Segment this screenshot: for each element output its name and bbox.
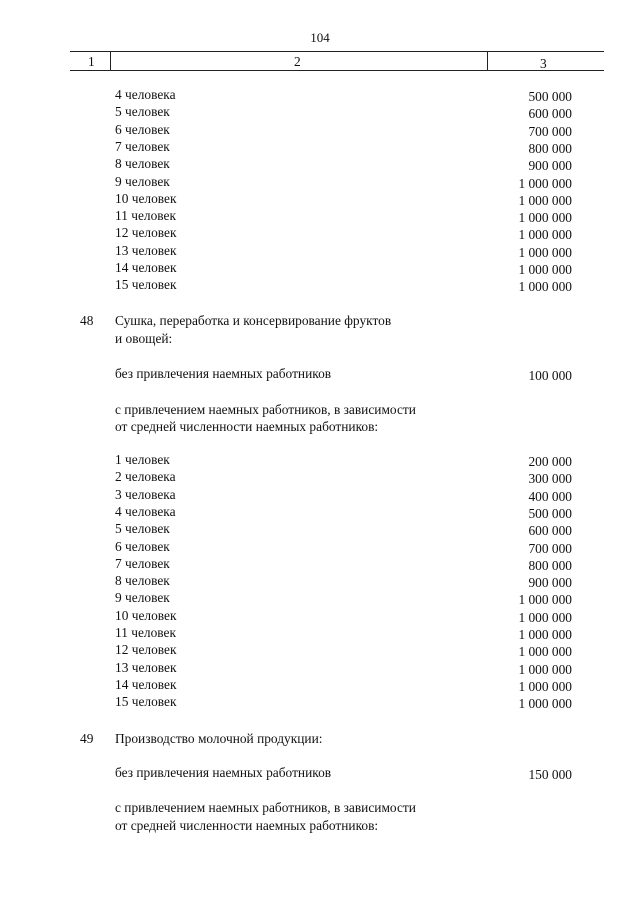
row-value: 500 000	[528, 89, 572, 104]
column-header-2: 2	[294, 54, 301, 69]
row-label: 6 человек	[115, 538, 170, 554]
row-value: 1 000 000	[518, 210, 572, 226]
row-value: 200 000	[528, 454, 572, 469]
row-label: 11 человек	[115, 625, 176, 640]
row-label: 9 человек	[115, 590, 170, 606]
row-value: 1 000 000	[518, 175, 572, 191]
row-label: 9 человек	[115, 173, 170, 189]
row-label: 8 человек	[115, 156, 170, 172]
row-value: 1 000 000	[518, 661, 572, 677]
row-value: 800 000	[528, 140, 572, 156]
row-label: 7 человек	[115, 138, 170, 154]
row-label: 14 человек	[115, 260, 177, 275]
item49-without-workers-label: без привлечения наемных работников	[115, 765, 332, 780]
header-divider-1	[110, 51, 111, 71]
item49-title: Производство молочной продукции:	[115, 731, 323, 746]
row-label: 5 человек	[115, 521, 170, 537]
row-label: 6 человек	[115, 121, 170, 137]
row-value: 1 000 000	[518, 227, 572, 243]
table-header	[70, 51, 604, 72]
item48-title-line1: Сушка, переработка и консервирование фруктов	[115, 313, 392, 328]
item49-number: 49	[80, 731, 94, 746]
item48-number: 48	[80, 313, 94, 328]
item48-title-line2: и овощей:	[115, 331, 173, 346]
row-value: 1 000 000	[518, 678, 572, 694]
row-value: 600 000	[528, 106, 572, 122]
item49-with-workers-line2: от средней численности наемных работников:	[115, 818, 379, 833]
page-number: 104	[310, 30, 330, 45]
row-label: 10 человек	[115, 607, 177, 623]
row-value: 800 000	[528, 557, 572, 573]
row-label: 12 человек	[115, 642, 177, 658]
row-value: 1 000 000	[518, 696, 572, 712]
header-divider-2	[487, 51, 488, 71]
row-label: 15 человек	[115, 694, 177, 710]
row-label: 5 человек	[115, 104, 170, 120]
row-value: 600 000	[528, 523, 572, 539]
row-value: 1 000 000	[518, 279, 572, 295]
item48-without-workers-value: 100 000	[528, 368, 572, 383]
row-label: 3 человека	[115, 486, 176, 502]
row-label: 11 человек	[115, 208, 176, 224]
row-label: 15 человек	[115, 277, 177, 293]
row-value: 300 000	[528, 471, 572, 487]
row-value: 1 000 000	[518, 262, 572, 277]
row-value: 900 000	[528, 158, 572, 174]
row-value: 700 000	[528, 540, 572, 556]
row-label: 14 человек	[115, 676, 177, 692]
row-value: 1 000 000	[518, 244, 572, 260]
row-value: 1 000 000	[518, 627, 572, 642]
row-label: 7 человек	[115, 555, 170, 571]
row-label: 13 человек	[115, 659, 177, 675]
row-value: 1 000 000	[518, 644, 572, 660]
row-value: 1 000 000	[518, 592, 572, 608]
header-bottom-rule	[70, 70, 604, 71]
header-top-rule	[70, 51, 604, 52]
row-value: 1 000 000	[518, 609, 572, 625]
row-value: 1 000 000	[518, 192, 572, 208]
row-label: 10 человек	[115, 190, 177, 206]
row-label: 8 человек	[115, 573, 170, 589]
row-label: 2 человека	[115, 469, 176, 485]
item48-without-workers-label: без привлечения наемных работников	[115, 366, 332, 381]
row-label: 4 человека	[115, 503, 176, 519]
item49-without-workers-value: 150 000	[528, 767, 572, 782]
item48-with-workers-line2: от средней численности наемных работников:	[115, 419, 379, 434]
row-label: 12 человек	[115, 225, 177, 241]
item49-with-workers-line1: с привлечением наемных работников, в зависимости	[115, 800, 416, 815]
column-header-3: 3	[540, 56, 547, 71]
row-value: 700 000	[528, 123, 572, 139]
item48-with-workers-line1: с привлечением наемных работников, в зависимости	[115, 402, 416, 417]
row-value: 900 000	[528, 575, 572, 591]
column-header-1: 1	[88, 54, 95, 69]
row-label: 1 человек	[115, 452, 170, 467]
row-label: 4 человека	[115, 87, 176, 102]
row-value: 400 000	[528, 488, 572, 504]
row-label: 13 человек	[115, 242, 177, 258]
row-value: 500 000	[528, 505, 572, 521]
